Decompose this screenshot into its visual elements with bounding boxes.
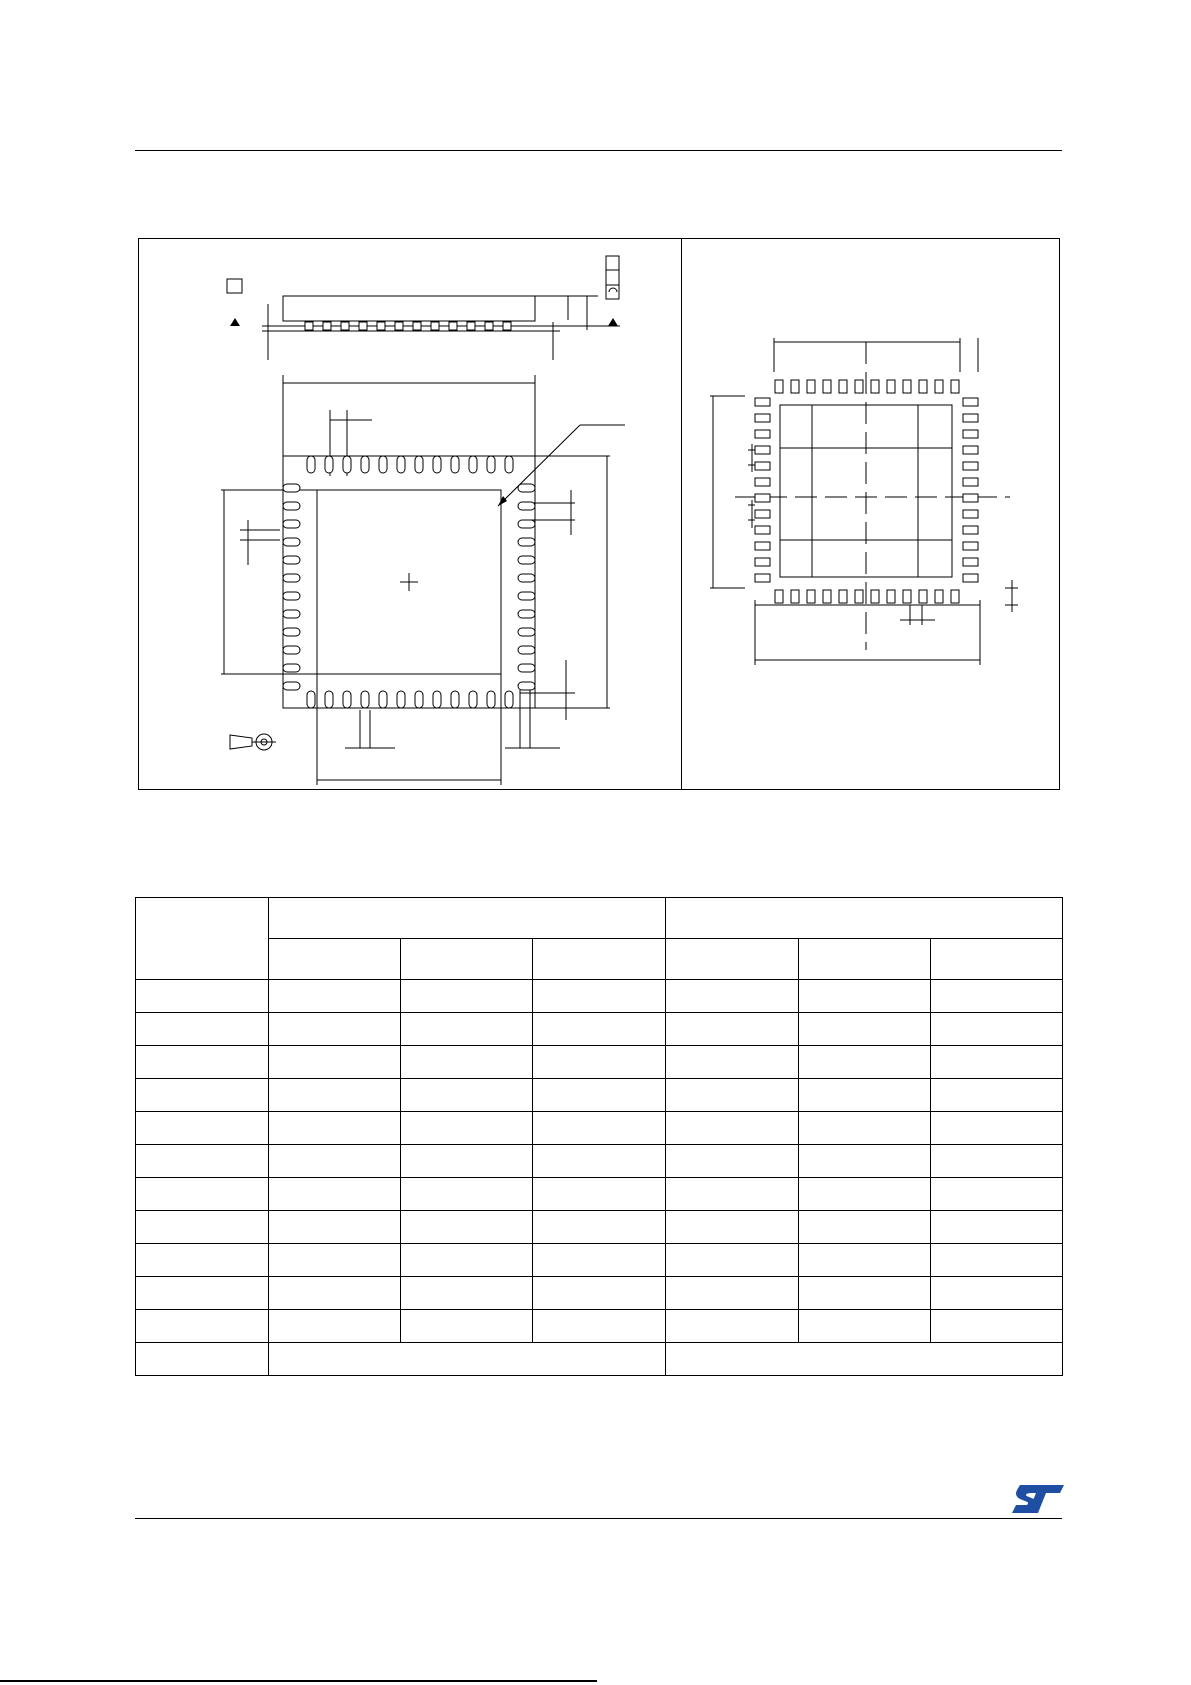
table-row xyxy=(136,980,1063,1013)
table-row xyxy=(136,1145,1063,1178)
table-cell xyxy=(401,1046,533,1079)
table-cell xyxy=(931,1079,1063,1112)
table-cell xyxy=(136,1244,269,1277)
table-cell xyxy=(136,1277,269,1310)
st-logo xyxy=(1010,1483,1066,1515)
table-cell xyxy=(136,1145,269,1178)
table-row xyxy=(136,1112,1063,1145)
table-cell xyxy=(666,1277,799,1310)
footprint-drawing xyxy=(682,239,1058,789)
table-header-cell xyxy=(136,898,269,980)
table-row xyxy=(136,1046,1063,1079)
table-row xyxy=(136,1013,1063,1046)
table-cell xyxy=(136,1112,269,1145)
table-row xyxy=(136,1178,1063,1211)
table-cell xyxy=(401,1244,533,1277)
table-cell xyxy=(931,1211,1063,1244)
table-cell xyxy=(666,1112,799,1145)
table-cell xyxy=(799,1277,931,1310)
table-cell xyxy=(931,1145,1063,1178)
table-cell xyxy=(269,1277,401,1310)
table-cell xyxy=(269,1244,401,1277)
table-cell xyxy=(401,1079,533,1112)
table-cell xyxy=(136,980,269,1013)
table-cell xyxy=(931,1244,1063,1277)
table-cell xyxy=(269,1112,401,1145)
table-cell xyxy=(666,1079,799,1112)
table-header-group xyxy=(666,898,1063,939)
table-header-groups xyxy=(136,898,1063,939)
table-cell xyxy=(666,1013,799,1046)
table-cell xyxy=(666,1211,799,1244)
table-cell xyxy=(931,980,1063,1013)
table-cell xyxy=(799,1145,931,1178)
table-cell xyxy=(136,1013,269,1046)
bottom-bar xyxy=(0,1680,597,1682)
table-cell xyxy=(931,1046,1063,1079)
table-cell xyxy=(666,1145,799,1178)
table-header-cols xyxy=(136,939,1063,980)
table-cell xyxy=(533,1079,666,1112)
table-cell xyxy=(931,1178,1063,1211)
table-cell xyxy=(136,1310,269,1343)
table-cell xyxy=(799,1244,931,1277)
table-cell xyxy=(269,1310,401,1343)
table-header-cell xyxy=(666,939,799,980)
table-row xyxy=(136,1244,1063,1277)
table-row xyxy=(136,1277,1063,1310)
table-cell xyxy=(533,1145,666,1178)
table-cell xyxy=(269,1343,666,1376)
table-cell xyxy=(931,1013,1063,1046)
table-cell xyxy=(269,1046,401,1079)
table-header-cell xyxy=(401,939,533,980)
package-outline-drawing xyxy=(139,239,679,789)
table-cell xyxy=(533,1211,666,1244)
table-cell xyxy=(931,1310,1063,1343)
table-cell xyxy=(533,1277,666,1310)
table-cell xyxy=(269,1178,401,1211)
table-cell xyxy=(533,1178,666,1211)
table-cell xyxy=(269,1013,401,1046)
table-row xyxy=(136,1079,1063,1112)
table-cell xyxy=(799,1046,931,1079)
table-cell xyxy=(799,1310,931,1343)
table-header-group xyxy=(269,898,666,939)
table-row-last xyxy=(136,1343,1063,1376)
table-cell xyxy=(533,1112,666,1145)
table-cell xyxy=(533,1310,666,1343)
table-cell xyxy=(799,980,931,1013)
table-cell xyxy=(401,1277,533,1310)
table-cell xyxy=(799,1178,931,1211)
table-row xyxy=(136,1211,1063,1244)
table-cell xyxy=(401,1211,533,1244)
table-header-cell xyxy=(799,939,931,980)
table-cell xyxy=(136,1343,269,1376)
datum-box xyxy=(227,279,242,293)
table-cell xyxy=(799,1079,931,1112)
table-row xyxy=(136,1310,1063,1343)
table-cell xyxy=(401,1112,533,1145)
table-cell xyxy=(666,1046,799,1079)
table-cell xyxy=(931,1277,1063,1310)
header-rule xyxy=(135,150,1062,151)
table-cell xyxy=(666,1244,799,1277)
table-cell xyxy=(533,1244,666,1277)
table-cell xyxy=(136,1211,269,1244)
table-cell xyxy=(533,1046,666,1079)
dimensions-table xyxy=(135,897,1063,1376)
table-cell xyxy=(269,1211,401,1244)
table-cell xyxy=(799,1013,931,1046)
table-cell xyxy=(666,1343,1063,1376)
table-cell xyxy=(401,1310,533,1343)
table-cell xyxy=(799,1112,931,1145)
table-cell xyxy=(136,1178,269,1211)
table-cell xyxy=(401,1013,533,1046)
table-cell xyxy=(799,1211,931,1244)
table-cell xyxy=(269,1145,401,1178)
table-cell xyxy=(533,980,666,1013)
footer-rule xyxy=(135,1518,1062,1519)
table-cell xyxy=(533,1013,666,1046)
table-cell xyxy=(666,980,799,1013)
table-cell xyxy=(269,1079,401,1112)
table-header-cell xyxy=(533,939,666,980)
table-cell xyxy=(666,1310,799,1343)
table-cell xyxy=(136,1079,269,1112)
table-cell xyxy=(931,1112,1063,1145)
table-cell xyxy=(401,1178,533,1211)
table-cell xyxy=(136,1046,269,1079)
table-cell xyxy=(401,1145,533,1178)
table-cell xyxy=(666,1178,799,1211)
table-cell xyxy=(401,980,533,1013)
table-header-cell xyxy=(931,939,1063,980)
table-cell xyxy=(269,980,401,1013)
table-header-cell xyxy=(269,939,401,980)
